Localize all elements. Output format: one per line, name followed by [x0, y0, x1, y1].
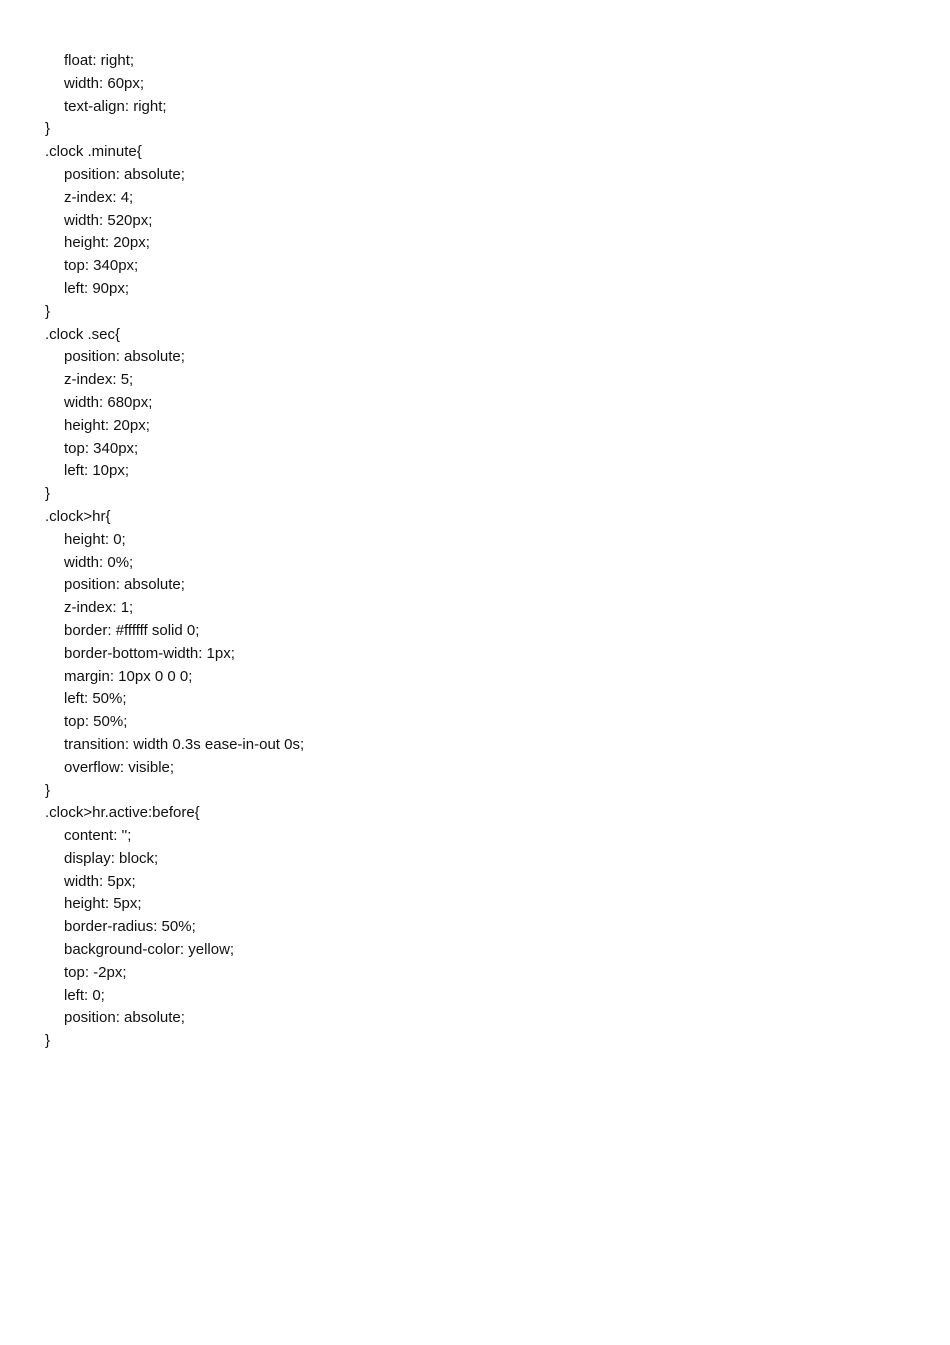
code-line: z-index: 4; — [64, 188, 134, 206]
code-line: z-index: 1; — [64, 599, 134, 617]
code-line: top: 340px; — [64, 257, 139, 275]
code-line: width: 680px; — [64, 393, 153, 411]
code-line: width: 5px; — [64, 872, 136, 890]
code-line: position: absolute; — [64, 348, 185, 366]
code-line: background-color: yellow; — [64, 941, 235, 959]
code-line: .clock .minute{ — [45, 143, 142, 161]
code-line: position: absolute; — [64, 1009, 185, 1027]
code-line: .clock>hr{ — [45, 507, 111, 525]
code-line: left: 90px; — [64, 279, 130, 297]
code-line: height: 20px; — [64, 416, 150, 434]
css-code-listing — [45, 50, 304, 1053]
code-line: top: -2px; — [64, 963, 127, 981]
code-line: height: 0; — [64, 530, 126, 548]
code-line: border-radius: 50%; — [64, 918, 196, 936]
code-line: .clock .sec{ — [45, 325, 121, 343]
code-line: z-index: 5; — [64, 371, 134, 389]
code-line: } — [45, 485, 51, 503]
code-line: width: 60px; — [64, 74, 145, 92]
code-line: display: block; — [64, 849, 159, 867]
code-line: position: absolute; — [64, 165, 185, 183]
code-line: height: 20px; — [64, 234, 150, 252]
code-line: left: 50%; — [64, 690, 127, 708]
code-line: } — [45, 120, 51, 138]
code-line: } — [45, 302, 51, 320]
code-line: .clock>hr.active:before{ — [45, 804, 200, 822]
code-line: transition: width 0.3s ease-in-out 0s; — [64, 735, 305, 753]
code-line: top: 50%; — [64, 713, 128, 731]
code-line: position: absolute; — [64, 576, 185, 594]
code-line: width: 520px; — [64, 211, 153, 229]
code-line: overflow: visible; — [64, 758, 175, 776]
code-line: border: #ffffff solid 0; — [64, 621, 200, 639]
code-line: margin: 10px 0 0 0; — [64, 667, 193, 685]
code-line: top: 340px; — [64, 439, 139, 457]
code-line: left: 0; — [64, 986, 105, 1004]
code-line: content: ''; — [64, 827, 132, 845]
code-line: height: 5px; — [64, 895, 142, 913]
code-line: } — [45, 1032, 51, 1050]
code-line: border-bottom-width: 1px; — [64, 644, 235, 662]
code-line: width: 0%; — [64, 553, 134, 571]
code-line: float: right; — [64, 52, 135, 69]
code-line: } — [45, 781, 51, 799]
code-line: text-align: right; — [64, 97, 167, 115]
code-line: left: 10px; — [64, 462, 130, 480]
